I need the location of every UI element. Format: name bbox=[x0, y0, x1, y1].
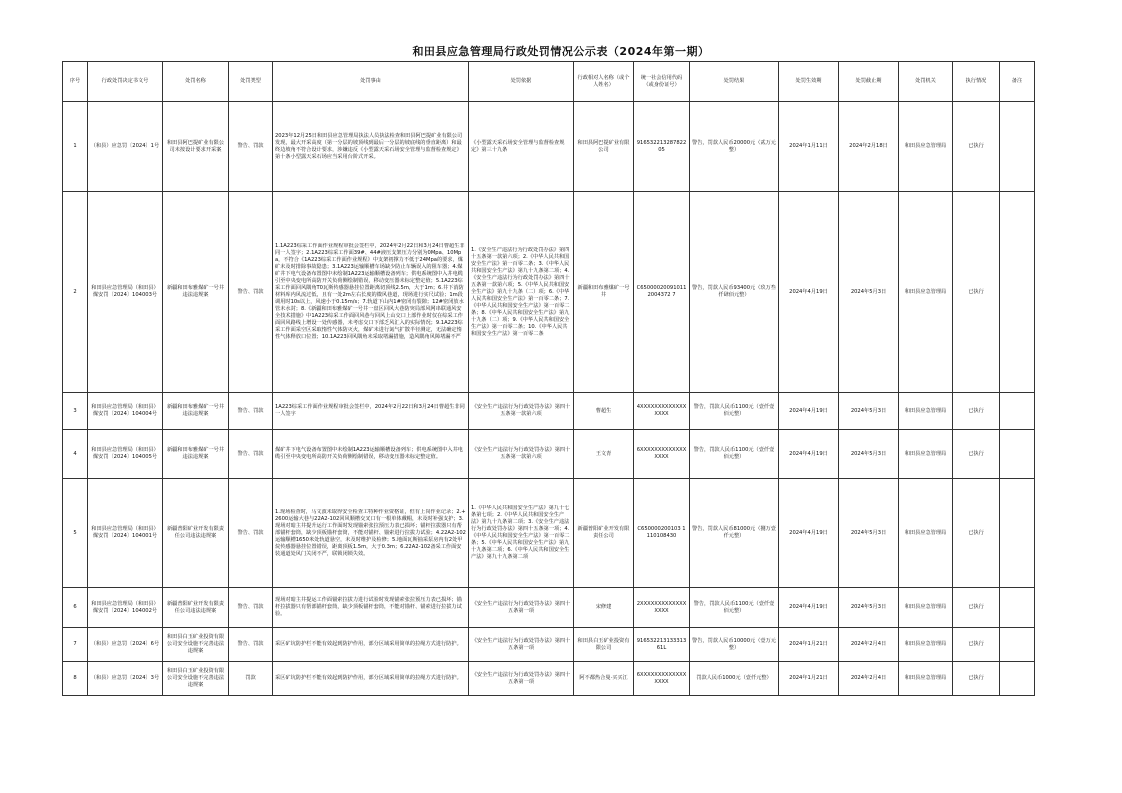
cell-no: 1 bbox=[63, 102, 88, 192]
cell-doc: （和县）应急罚〔2024〕1号 bbox=[88, 102, 163, 192]
cell-reason: 2023年12月25日和田县应急管理局执法人员执法检查和田县阿巴提矿业有限公司发现，最大开采高度（第一分层的坡顶线到最后一分层的坡底线的垂直距离）和最终边坡角不符合设计要求，涉嫌违反《小型露天采石场安全管理与监督检查规定》第十条小型露天采石场应当采用台阶式开采。 bbox=[273, 102, 469, 192]
cell-start: 2024年4月19日 bbox=[779, 192, 839, 393]
cell-no: 8 bbox=[63, 662, 88, 696]
cell-no: 5 bbox=[63, 479, 88, 588]
cell-result: 警告，罚款人民币10000元（壹万元整） bbox=[690, 628, 779, 662]
cell-end: 2024年5月3日 bbox=[839, 588, 899, 628]
cell-result: 警告，罚款人民币1100元（壹仟壹佰元整） bbox=[690, 430, 779, 479]
cell-doc: 和田县应急管理局（和田县）煤安罚〔2024〕104002号 bbox=[88, 588, 163, 628]
cell-type: 警告、罚款 bbox=[229, 479, 273, 588]
cell-note bbox=[1000, 588, 1035, 628]
header-cell: 处罚事由 bbox=[273, 62, 469, 102]
table-header-row bbox=[63, 62, 1035, 102]
cell-start: 2024年1月11日 bbox=[779, 102, 839, 192]
header-cell: 备注 bbox=[1000, 62, 1035, 102]
cell-type: 警告、罚款 bbox=[229, 588, 273, 628]
cell-note bbox=[1000, 662, 1035, 696]
cell-basis: 《小型露天采石场安全管理与监督检查规定》第三十九条 bbox=[469, 102, 574, 192]
cell-name: 新疆普阳矿业开发有限责任公司违法违规案 bbox=[163, 479, 229, 588]
cell-end: 2024年2月18日 bbox=[839, 102, 899, 192]
cell-code: 91653221313331361L bbox=[634, 628, 690, 662]
cell-type: 警告、罚款 bbox=[229, 430, 273, 479]
cell-party: 阿不都热合曼·买买江 bbox=[574, 662, 634, 696]
cell-no: 3 bbox=[63, 393, 88, 430]
cell-name: 新疆普阳矿业开发有限责任公司违法违规案 bbox=[163, 588, 229, 628]
cell-org: 和田县应急管理局 bbox=[899, 479, 953, 588]
cell-reason: 1A223综采工作面作业规程审批会签栏中，2024年2月22日和3月24日曹超生非同一人签字 bbox=[273, 393, 469, 430]
cell-org: 和田县应急管理局 bbox=[899, 192, 953, 393]
header-cell: 执行情况 bbox=[953, 62, 1000, 102]
cell-reason: 煤矿井下电气设备布置图中未绘制1A223运输顺槽设备列车；供电系统图中入井电缆引至中央变电所高防开关负荷侧绘制错误，移动变压器未标定整定值。 bbox=[273, 430, 469, 479]
cell-basis: 《安全生产违法行为行政处罚办法》第四十五条第一项 bbox=[469, 588, 574, 628]
cell-result: 警告，罚款人民币1100元（壹仟壹佰元整） bbox=[690, 588, 779, 628]
cell-party: 曹超生 bbox=[574, 393, 634, 430]
cell-note bbox=[1000, 192, 1035, 393]
cell-name: 和田县阿巴提矿业有限公司未按设计要求开采案 bbox=[163, 102, 229, 192]
cell-code: 6XXXXXXXXXXXXXXXXX bbox=[634, 662, 690, 696]
page-title: 和田县应急管理局行政处罚情况公示表（2024年第一期） bbox=[412, 45, 710, 58]
cell-no: 4 bbox=[63, 430, 88, 479]
cell-doc: 和田县应急管理局（和田县）煤安罚〔2024〕104001号 bbox=[88, 479, 163, 588]
cell-doc: （和县）应急罚〔2024〕6号 bbox=[88, 628, 163, 662]
cell-start: 2024年4月19日 bbox=[779, 588, 839, 628]
cell-party: 宋修建 bbox=[574, 588, 634, 628]
cell-doc: （和县）应急罚〔2024〕3号 bbox=[88, 662, 163, 696]
cell-reason-text: 1.1A223综采工作面作业规程审批会签栏中，2024年2月22日和3月24日曹超生非同一人签字；2.1A223综采工作面39#、44#液压支架压力分别为0Mpa、10Mpa，不符合《1A223综采工作面作业规程》中支架初撑力不低于24Mpa的要求，煤矿未及时排除事故隐患；3.1A223运输顺槽车场缺少防止车辆误入的阻车器；4.煤矿井下电气设备布置图中未绘制1A223运输顺槽设备列车；供电系统图中入井电缆引至中央变电所高防开关负荷侧绘制错误，移动变压器未标定整定值；5.1A223综采工作面回风隅角T0瓦斯传感器悬挂位置距离切顶线2.5m，大于1m；6.井下消防材料库内风流过低，且有一处2m左右长度的微风巷道，现场进行实尺试验；1m段调用时10s以上，风速小于0.15m/s；7.轨道下山内1#密闭有裂隙；12#密闭放水管未水封；8.《新疆和田布雅煤矿一号井一盘区回风大巷防突局部风网串联通风安全技术措施》中1A223综采工作面回风巷与回风上山交口上部作业时仅在综采工作面回风路线上增设一处传感器，未考虑交口下部乏风汇入的实际情况；9.1A223综采工作面采空区采取惰性气体防灭火，煤矿未进行氮气扩散半径测定，无法确定惰性气体释放口位置；10.1A223回风隅角未采取堵漏措施，造风隅角风障堵漏不严 bbox=[275, 243, 465, 340]
cell-basis: 《安全生产违法行为行政处罚办法》第四十五条第一项 bbox=[469, 628, 574, 662]
cell-code: 6XXXXXXXXXXXXXXXXX bbox=[634, 430, 690, 479]
cell-exec: 已执行 bbox=[953, 479, 1000, 588]
table-row bbox=[63, 588, 1035, 628]
cell-result: 警告，罚款人民币1100元（壹仟壹佰元整） bbox=[690, 393, 779, 430]
cell-doc: 和田县应急管理局（和田县）煤安罚〔2024〕104005号 bbox=[88, 430, 163, 479]
cell-no: 7 bbox=[63, 628, 88, 662]
cell-basis: 《安全生产违法行为行政处罚办法》第四十五条第一款第六项 bbox=[469, 430, 574, 479]
cell-basis-text: 1.《中华人民共和国安全生产法》第九十七条第七项；2.《中华人民共和国安全生产法》第九十九条第二项；3.《安全生产违法行为行政处罚办法》第四十五条第一项；4.《中华人民共和国安全生产法》第一百零二条；5.《中华人民共和国安全生产法》第九十九条第二项；6.《中华人民共和国安全生产法》第九十九条第二项 bbox=[471, 505, 570, 560]
cell-note bbox=[1000, 628, 1035, 662]
header-cell: 统一社会信用代码（或身份证号） bbox=[634, 62, 690, 102]
cell-basis: 《安全生产违法行为行政处罚办法》第四十五条第一款第六项 bbox=[469, 393, 574, 430]
header-cell: 行政相对人名称（或个人姓名） bbox=[574, 62, 634, 102]
penalty-table bbox=[62, 61, 1035, 696]
cell-org: 和田县应急管理局 bbox=[899, 430, 953, 479]
cell-code: C650000200103 1110108430 bbox=[634, 479, 690, 588]
cell-start: 2024年1月21日 bbox=[779, 662, 839, 696]
cell-doc: 和田县应急管理局（和田县）煤安罚〔2024〕104004号 bbox=[88, 393, 163, 430]
cell-exec: 已执行 bbox=[953, 102, 1000, 192]
cell-exec: 已执行 bbox=[953, 588, 1000, 628]
header-cell: 处罚截止期 bbox=[839, 62, 899, 102]
cell-result: 罚款人民币1000元（壹仟元整） bbox=[690, 662, 779, 696]
cell-reason bbox=[273, 479, 469, 588]
cell-doc: 和田县应急管理局（和田县）煤安罚〔2024〕104003号 bbox=[88, 192, 163, 393]
cell-code: 4XXXXXXXXXXXXXXXXX bbox=[634, 393, 690, 430]
cell-end: 2024年5月3日 bbox=[839, 192, 899, 393]
header-cell: 序号 bbox=[63, 62, 88, 102]
cell-code: 2XXXXXXXXXXXXXXXXX bbox=[634, 588, 690, 628]
cell-result: 警告，罚款人民币20000元（贰万元整） bbox=[690, 102, 779, 192]
cell-reason: 现场对暗主井提运工作面锚索拉拔力进行试验时发现锚索张拉预压力表已损坏；锚杆拉拔器只有帮部锚杆套筒，缺少顶板锚杆套筒，不能对锚杆、锚索进行拉拔力试验。 bbox=[273, 588, 469, 628]
cell-reason: 采区矿坑防护栏不能有效起到防护作用，部分区域采用简单的拉绳方式进行防护。 bbox=[273, 662, 469, 696]
header-cell: 处罚生效期 bbox=[779, 62, 839, 102]
cell-code: 91653221328782205 bbox=[634, 102, 690, 192]
cell-name: 新疆和田布雅煤矿一号井违法违规案 bbox=[163, 430, 229, 479]
cell-basis bbox=[469, 192, 574, 393]
cell-result: 警告，罚款人民币93400元（玖万叁仟肆佰元整） bbox=[690, 192, 779, 393]
cell-note bbox=[1000, 479, 1035, 588]
cell-party: 王文青 bbox=[574, 430, 634, 479]
cell-type: 警告、罚款 bbox=[229, 192, 273, 393]
cell-note bbox=[1000, 393, 1035, 430]
cell-start: 2024年4月19日 bbox=[779, 430, 839, 479]
header-cell: 处罚依据 bbox=[469, 62, 574, 102]
cell-result: 警告，罚款人民币81000元（捌万壹仟元整） bbox=[690, 479, 779, 588]
cell-org: 和田县应急管理局 bbox=[899, 588, 953, 628]
cell-reason: 采区矿坑防护栏不能有效起到防护作用，部分区域采用简单的拉绳方式进行防护。 bbox=[273, 628, 469, 662]
table-row bbox=[63, 393, 1035, 430]
cell-note bbox=[1000, 102, 1035, 192]
cell-party: 新疆普阳矿业开发有限责任公司 bbox=[574, 479, 634, 588]
cell-type: 警告、罚款 bbox=[229, 393, 273, 430]
table-row bbox=[63, 192, 1035, 393]
cell-exec: 已执行 bbox=[953, 662, 1000, 696]
cell-org: 和田县应急管理局 bbox=[899, 393, 953, 430]
cell-party: 新疆和田布雅煤矿一号井 bbox=[574, 192, 634, 393]
cell-code: C650000200910112004372 7 bbox=[634, 192, 690, 393]
header-cell: 行政处罚决定书文号 bbox=[88, 62, 163, 102]
cell-start: 2024年4月19日 bbox=[779, 393, 839, 430]
cell-end: 2024年5月3日 bbox=[839, 430, 899, 479]
cell-exec: 已执行 bbox=[953, 393, 1000, 430]
cell-name: 和田县白玉矿业投资有限公司安全设施不完善违法违规案 bbox=[163, 628, 229, 662]
cell-start: 2024年4月19日 bbox=[779, 479, 839, 588]
table-row bbox=[63, 662, 1035, 696]
cell-type: 警告、罚款 bbox=[229, 628, 273, 662]
cell-reason bbox=[273, 192, 469, 393]
cell-org: 和田县应急管理局 bbox=[899, 102, 953, 192]
cell-basis-text: 1.《安全生产违法行为行政处罚办法》第四十五条第一款第六项；2.《中华人民共和国安全生产法》第一百零二条；3.《中华人民共和国安全生产法》第九十九条第二项；4.《安全生产违法行为行政处罚办法》第四十五条第一款第六项；5.《中华人民共和国安全生产法》第九十九条（二）项；6.《中华人民共和国安全生产法》第一百零二条；7.《中华人民共和国安全生产法》第一百零二条；8.《中华人民共和国安全生产法》第九十九条（二）项；9.《中华人民共和国安全生产法》第一百零二条；10.《中华人民共和国安全生产法》第一百零二条 bbox=[471, 246, 570, 337]
cell-type: 罚款 bbox=[229, 662, 273, 696]
cell-party: 和田县阿巴提矿业有限公司 bbox=[574, 102, 634, 192]
cell-party: 和田县白玉矿业投资有限公司 bbox=[574, 628, 634, 662]
table-row bbox=[63, 430, 1035, 479]
cell-no: 2 bbox=[63, 192, 88, 393]
header-cell: 处罚结果 bbox=[690, 62, 779, 102]
cell-org: 和田县应急管理局 bbox=[899, 628, 953, 662]
cell-end: 2024年2月4日 bbox=[839, 662, 899, 696]
cell-start: 2024年1月21日 bbox=[779, 628, 839, 662]
cell-no: 6 bbox=[63, 588, 88, 628]
table-row bbox=[63, 479, 1035, 588]
header-cell: 处罚机关 bbox=[899, 62, 953, 102]
cell-note bbox=[1000, 430, 1035, 479]
cell-end: 2024年5月3日 bbox=[839, 393, 899, 430]
header-cell: 处罚类型 bbox=[229, 62, 273, 102]
cell-reason-text: 1.现场检查时，马文波未取得安全检查工特种作业资格证，但有上岗作业记录；2.+2600运输大巷与22A2-102回风顺槽交叉口有一根单体戴帽，未及时补强支护；3.现场对暗主井提升运行工作面时发现锚索张拉预压力表已损坏；锚杆拉拔器只有帮部锚杆套筒，缺少顶板锚杆套筒，不能对锚杆、锚索进行拉拔力试验；4.22A2-102运输顺槽1650米处轨道悬空，未及时维护及检修；5.地面瓦斯抽采泵房内有2处甲烷传感器悬挂位置错误，距离顶板1.5m，大于0.3m；6.22A2-102备采工作面安装通道处风门关闭不严，联锁闭锁失效。 bbox=[275, 508, 466, 557]
cell-name: 和田县白玉矿业投资有限公司安全设施不完善违法违规案 bbox=[163, 662, 229, 696]
cell-org: 和田县应急管理局 bbox=[899, 662, 953, 696]
cell-type: 警告、罚款 bbox=[229, 102, 273, 192]
cell-exec: 已执行 bbox=[953, 430, 1000, 479]
cell-basis bbox=[469, 479, 574, 588]
table-row bbox=[63, 628, 1035, 662]
table-row bbox=[63, 102, 1035, 192]
cell-end: 2024年2月4日 bbox=[839, 628, 899, 662]
cell-basis: 《安全生产违法行为行政处罚办法》第四十五条第一项 bbox=[469, 662, 574, 696]
cell-exec: 已执行 bbox=[953, 628, 1000, 662]
cell-end: 2024年5月3日 bbox=[839, 479, 899, 588]
header-cell: 处罚名称 bbox=[163, 62, 229, 102]
cell-name: 新疆和田布雅煤矿一号井违法违规案 bbox=[163, 393, 229, 430]
cell-name: 新疆和田布雅煤矿一号井违法违规案 bbox=[163, 192, 229, 393]
cell-exec: 已执行 bbox=[953, 192, 1000, 393]
